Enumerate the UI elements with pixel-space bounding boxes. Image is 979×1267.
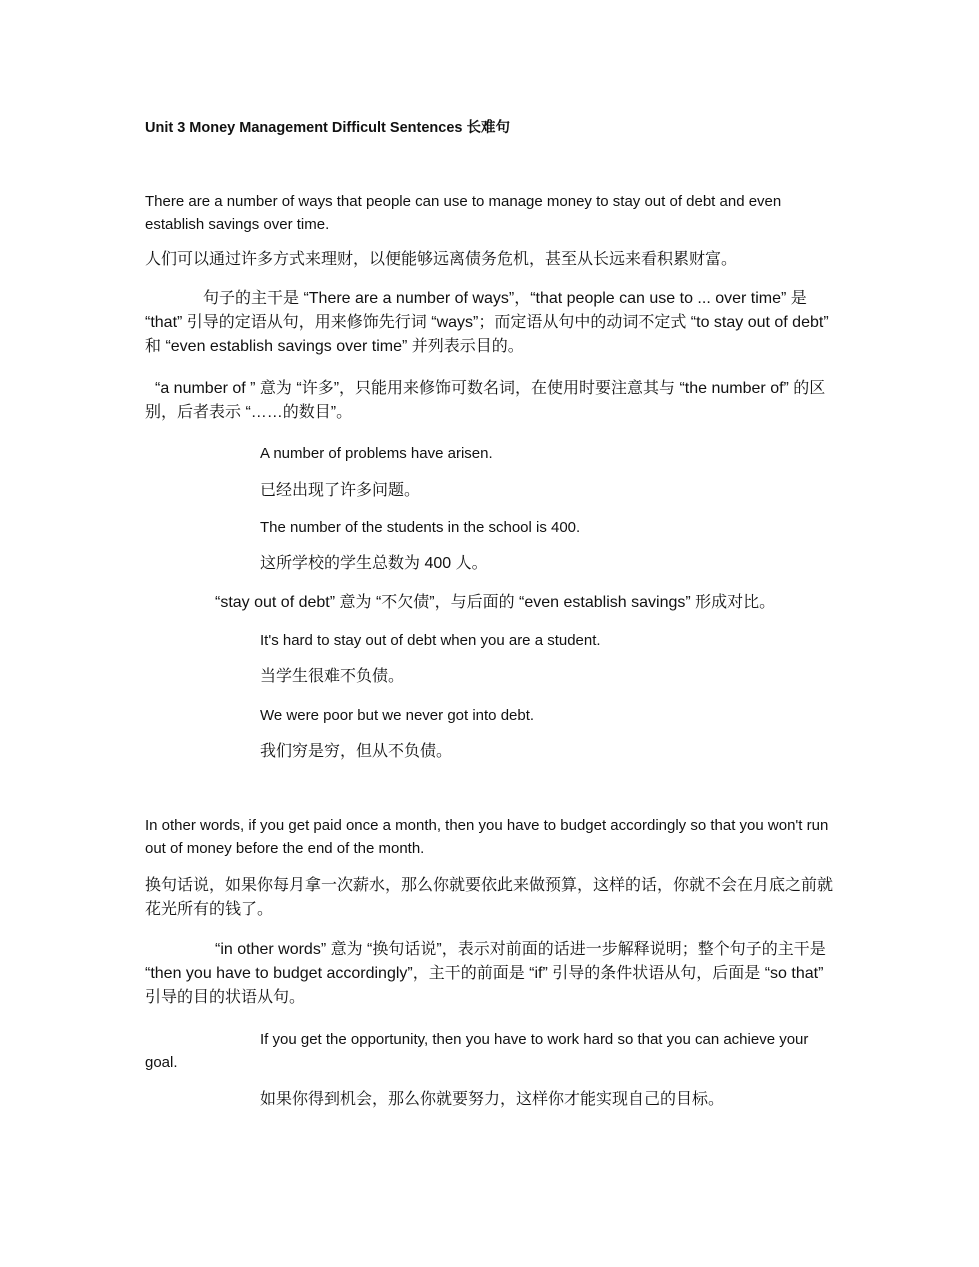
example-5-chinese: 如果你得到机会，那么你就要努力，这样你才能实现自己的目标。 [260,1091,725,1108]
sentence-2-english: In other words, if you get paid once a month, then you have to budget accordingly so that you won't run out of money before the end of the month. [145,817,829,857]
sentence-1-translation: 人们可以通过许多方式来理财，以便能够远离债务危机，甚至从长远来看积累财富。 [145,251,738,268]
example-2-english: The number of the students in the school is 400. [260,519,581,536]
example-3-chinese: 当学生很难不负债。 [260,668,405,685]
example-4-english: We were poor but we never got into debt. [260,707,535,724]
sentence-2-translation: 换句话说，如果你每月拿一次薪水，那么你就要依此来做预算，这样的话，你就不会在月底之前就花光所有的钱了。 [145,877,834,918]
example-1-chinese: 已经出现了许多问题。 [260,482,421,499]
example-1-english: A number of problems have arisen. [260,445,493,462]
example-3-english: It's hard to stay out of debt when you are a student. [260,632,601,649]
note-a-number-of: “a number of ” 意为 “许多”，只能用来修饰可数名词，在使用时要注意其与 “the number of” 的区别，后者表示 “……的数目”。 [145,380,826,421]
sentence-1-english: There are a number of ways that people can use to manage money to stay out of debt and even establish savings over time. [145,193,782,233]
example-5-english: If you get the opportunity, then you have to work hard so that you can achieve your goal. [145,1031,809,1071]
example-4-chinese: 我们穷是穷，但从不负债。 [260,743,453,760]
sentence-1-analysis: 句子的主干是 “There are a number of ways”，“that people can use to ... over time” 是 “that” 引导的定语从句，用来修饰先行词 “ways”；而定语从句中的动词不定式 “to stay out of debt” 和 “even establish savings over time” 并列表示目的。 [145,290,829,355]
sentence-2-analysis: “in other words” 意为 “换句话说”，表示对前面的话进一步解释说明；整个句子的主干是 “then you have to budget accordingly”，主干的前面是 “if” 引导的条件状语从句，后面是 “so that” 引导的目的状语从句。 [145,941,826,1006]
page-title: Unit 3 Money Management Difficult Sentences 长难句 [145,120,510,136]
note-stay-out-of-debt: “stay out of debt” 意为 “不欠债”，与后面的 “even establish savings” 形成对比。 [215,594,776,611]
example-2-chinese: 这所学校的学生总数为 400 人。 [260,555,488,572]
